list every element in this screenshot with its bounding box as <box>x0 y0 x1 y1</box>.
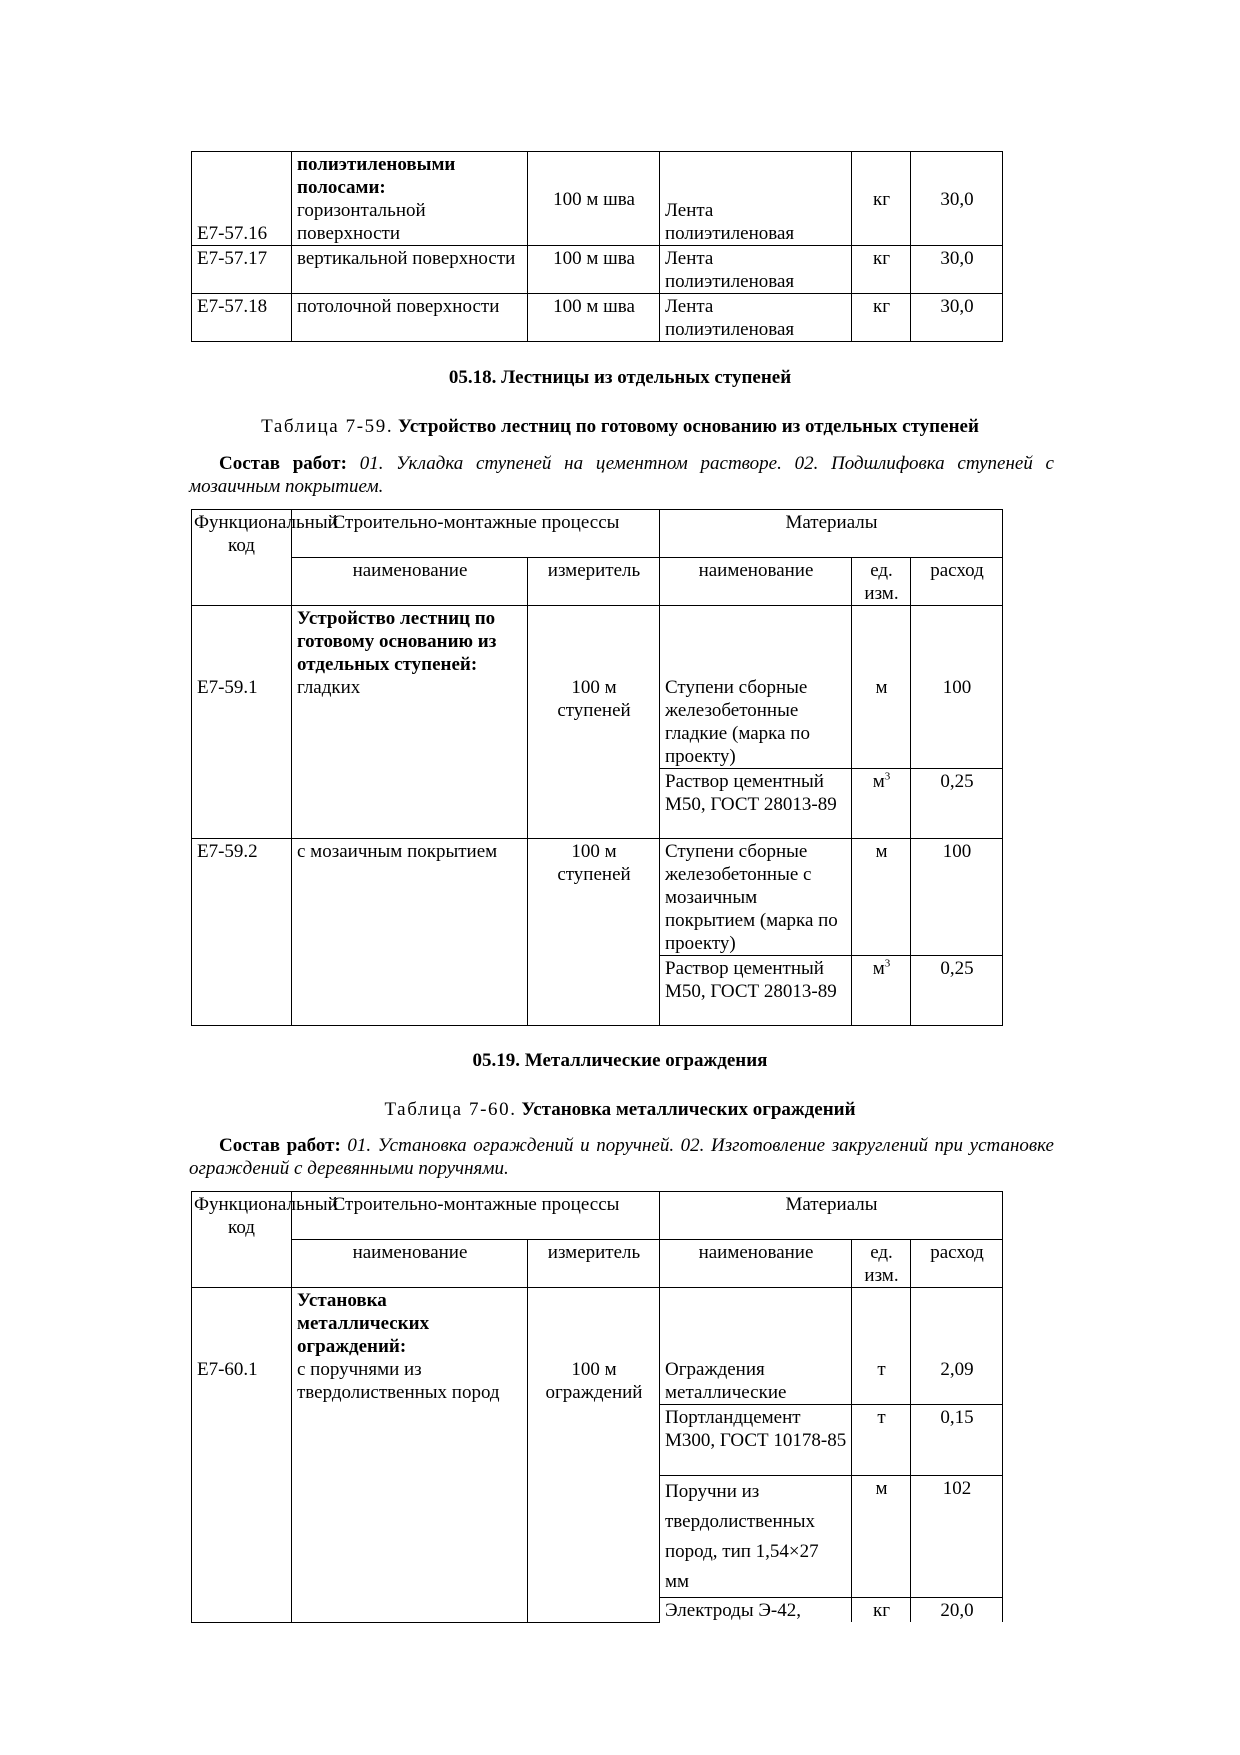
header-code: Функциональный код <box>192 1192 292 1288</box>
unit-cell: м <box>852 839 911 956</box>
unit-cell <box>852 1288 911 1405</box>
header-processes: Строительно-монтажные процессы <box>292 510 660 558</box>
composition-text: 01. Укладка ступеней на цементном растворе. 02. Подшлифовка ступеней с мозаичным покрытием. <box>189 453 1054 497</box>
header-name: наименование <box>292 558 528 606</box>
meter-cell: 100 м ступеней <box>528 839 660 1026</box>
material-name: Ограждения металлические <box>665 1359 787 1403</box>
material-name: Раствор цементный М50, ГОСТ 28013-89 <box>660 956 852 1026</box>
meter-cell <box>528 1288 660 1623</box>
meter-cell <box>528 606 660 839</box>
header-consumption: расход <box>911 558 1003 606</box>
header-code: Функциональный код <box>192 510 292 606</box>
caption-label: Таблица 7-60. <box>384 1099 517 1120</box>
table-row <box>192 294 1003 342</box>
qty-cell: 100 <box>911 839 1003 956</box>
work-composition <box>189 452 1054 498</box>
meter: 100 м ступеней <box>557 677 631 721</box>
process-name-cell <box>292 606 528 839</box>
code-cell: Е7-57.18 <box>192 294 292 342</box>
unit-cell <box>852 769 911 839</box>
material-cell <box>660 1288 852 1405</box>
table-row <box>192 152 1003 246</box>
header-materials: Материалы <box>660 1192 1003 1240</box>
composition-text: 01. Установка ограждений и поручней. 02. Изготовление закруглений при установке ограждений с деревянными поручнями. <box>189 1135 1054 1179</box>
process-name: с поручнями из твердолиственных пород <box>297 1359 500 1403</box>
caption-label: Таблица 7-59. <box>261 416 394 437</box>
header-processes: Строительно-монтажные процессы <box>292 1192 660 1240</box>
unit-cell <box>852 606 911 769</box>
process-name-cell <box>292 152 528 246</box>
unit: м <box>872 771 885 792</box>
unit: т <box>877 1359 886 1380</box>
unit-cell <box>852 956 911 1026</box>
meter-cell: 100 м шва <box>528 246 660 294</box>
process-name: горизонтальной поверхности <box>297 200 426 244</box>
material-cell: Лента полиэтиленовая <box>660 152 852 246</box>
caption-title: Устройство лестниц по готовому основанию из отдельных ступеней <box>397 416 979 437</box>
qty-cell: 30,0 <box>911 294 1003 342</box>
group-title: полиэтиленовыми полосами: <box>297 154 456 198</box>
code-cell <box>192 606 292 839</box>
code: Е7-59.1 <box>197 677 258 698</box>
qty-cell <box>911 1288 1003 1405</box>
unit: м <box>875 677 888 698</box>
qty: 2,09 <box>940 1359 974 1380</box>
process-name-cell: с мозаичным покрытием <box>292 839 528 1026</box>
process-name-cell: вертикальной поверхности <box>292 246 528 294</box>
composition-label: Состав работ: <box>219 453 347 474</box>
table-row <box>192 606 1003 769</box>
unit-cell: кг <box>852 294 911 342</box>
header-name: наименование <box>292 1240 528 1288</box>
process-name-cell <box>292 1288 528 1623</box>
header-row <box>192 1240 1003 1288</box>
qty-cell: 0,25 <box>911 769 1003 839</box>
meter-cell: 100 м шва <box>528 152 660 246</box>
header-row <box>192 1192 1003 1240</box>
header-materials: Материалы <box>660 510 1003 558</box>
material-name: Поручни из твердолиственных пород, тип 1,54×27 мм <box>660 1476 852 1598</box>
group-title: Устройство лестниц по готовому основанию из отдельных ступеней: <box>297 608 497 675</box>
qty-cell: 0,25 <box>911 956 1003 1026</box>
material-name: Электроды Э-42, <box>660 1598 852 1623</box>
code-cell: Е7-57.17 <box>192 246 292 294</box>
qty-cell: 102 <box>911 1476 1003 1598</box>
table-row <box>192 1288 1003 1405</box>
unit-exponent: 3 <box>884 957 891 970</box>
group-title: Установка металлических ограждений: <box>297 1290 430 1357</box>
table-7-59 <box>191 509 1003 1026</box>
qty-cell: 30,0 <box>911 246 1003 294</box>
section-heading: 05.18. Лестницы из отдельных ступеней <box>448 367 792 388</box>
header-meter: измеритель <box>528 1240 660 1288</box>
material-name: Ступени сборные железобетонные с мозаичным покрытием (марка по проекту) <box>660 839 852 956</box>
material-cell: Лента полиэтиленовая <box>660 246 852 294</box>
qty: 100 <box>942 677 972 698</box>
header-unit: ед. изм. <box>852 558 911 606</box>
unit-cell: кг <box>852 152 911 246</box>
header-unit: ед. изм. <box>852 1240 911 1288</box>
unit-cell: т <box>852 1405 911 1476</box>
header-row <box>192 558 1003 606</box>
caption-title: Установка металлических ограждений <box>521 1099 856 1120</box>
table-continuation <box>191 151 1003 342</box>
table-row <box>192 839 1003 956</box>
code-cell <box>192 1288 292 1623</box>
meter: 100 м ограждений <box>545 1359 643 1403</box>
material-name: Ступени сборные железобетонные гладкие (марка по проекту) <box>665 677 810 767</box>
header-row <box>192 510 1003 558</box>
work-composition <box>189 1134 1054 1180</box>
unit-cell: кг <box>852 246 911 294</box>
header-material-name: наименование <box>660 1240 852 1288</box>
unit-exponent: 3 <box>884 770 891 783</box>
section-heading: 05.19. Металлические ограждения <box>472 1050 768 1071</box>
material-cell <box>660 606 852 769</box>
unit-cell: м <box>852 1476 911 1598</box>
material-name: Раствор цементный М50, ГОСТ 28013-89 <box>660 769 852 839</box>
table-caption <box>0 415 1240 438</box>
qty-cell: 30,0 <box>911 152 1003 246</box>
header-consumption: расход <box>911 1240 1003 1288</box>
qty-cell: 0,15 <box>911 1405 1003 1476</box>
table-7-60 <box>191 1191 1003 1623</box>
material-name: Портландцемент М300, ГОСТ 10178-85 <box>660 1405 852 1476</box>
qty-cell <box>911 606 1003 769</box>
meter-cell: 100 м шва <box>528 294 660 342</box>
unit: м <box>872 958 885 979</box>
header-material-name: наименование <box>660 558 852 606</box>
qty-cell: 20,0 <box>911 1598 1003 1623</box>
process-name: гладких <box>297 677 361 698</box>
header-meter: измеритель <box>528 558 660 606</box>
process-name-cell: потолочной поверхности <box>292 294 528 342</box>
unit-cell: кг <box>852 1598 911 1623</box>
code-cell: Е7-57.16 <box>192 152 292 246</box>
table-row <box>192 246 1003 294</box>
code-cell: Е7-59.2 <box>192 839 292 1026</box>
material-cell: Лента полиэтиленовая <box>660 294 852 342</box>
composition-label: Состав работ: <box>219 1135 341 1156</box>
table-caption <box>0 1098 1240 1121</box>
code: Е7-60.1 <box>197 1359 258 1380</box>
